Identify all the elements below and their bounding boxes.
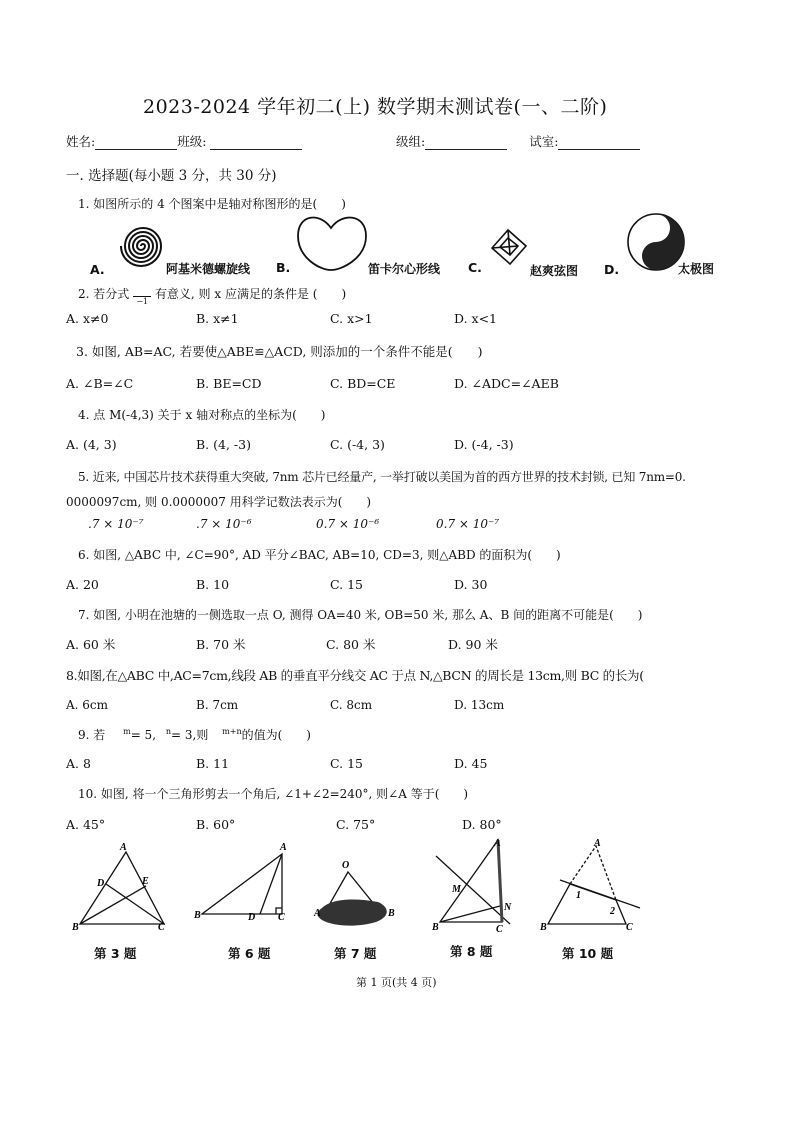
q3-option-a[interactable]: A. ∠B=∠C xyxy=(66,376,134,391)
figure-3 xyxy=(80,852,164,924)
q9-mn-sup: m+n xyxy=(222,727,242,736)
fig10-label-c: C xyxy=(626,922,633,933)
q9-stem xyxy=(78,726,311,743)
fig7-label-b: B xyxy=(388,908,395,919)
figure-8 xyxy=(436,840,510,924)
q2-option-a[interactable]: A. x≠0 xyxy=(66,311,109,326)
q9-option-a[interactable]: A. 8 xyxy=(66,756,91,771)
figure-8-caption: 第 8 题 xyxy=(450,944,493,959)
fig3-label-c: C xyxy=(158,922,165,933)
q1-option-c-name: 赵爽弦图 xyxy=(530,264,579,278)
q2-option-c[interactable]: C. x>1 xyxy=(330,311,373,326)
q10-stem: 10. 如图, 将一个三角形剪去一个角后, ∠1+∠2=240°, 则∠A 等于( ) xyxy=(78,787,469,801)
figure-10-caption: 第 10 题 xyxy=(562,946,614,961)
room-label: 试室: xyxy=(529,134,559,149)
q3-option-d[interactable]: D. ∠ADC=∠AEB xyxy=(454,376,559,391)
q9-stem-post: 的值为( ) xyxy=(241,728,311,742)
q6-option-d[interactable]: D. 30 xyxy=(454,577,488,592)
q8-option-a[interactable]: A. 6cm xyxy=(66,698,109,712)
name-field[interactable] xyxy=(95,135,177,150)
q10-option-c[interactable]: C. 75° xyxy=(336,817,376,832)
fig8-label-b: B xyxy=(432,922,439,933)
q6-option-b[interactable]: B. 10 xyxy=(196,577,230,592)
section-heading: 一. 选择题(每小题 3 分，共 30 分) xyxy=(66,168,277,184)
q2-stem-pre: 2. 若分式 xyxy=(78,287,130,301)
q2-option-b[interactable]: B. x≠1 xyxy=(196,311,239,326)
fig8-label-n: N xyxy=(504,902,512,913)
class-label: 班级: xyxy=(177,134,207,149)
fig6-label-d: D xyxy=(248,912,256,923)
fig3-label-d: D xyxy=(97,878,105,889)
fig7-label-o: O xyxy=(342,860,350,871)
spiral-shape xyxy=(121,228,161,266)
fig6-label-b: B xyxy=(194,910,201,921)
fig7-label-a: A xyxy=(314,908,321,919)
page-title: 2023-2024 学年初二(上) 数学期末测试卷(一、二阶) xyxy=(143,96,608,118)
q8-option-c[interactable]: C. 8cm xyxy=(330,698,373,712)
q8-option-b[interactable]: B. 7cm xyxy=(196,698,239,712)
figure-6 xyxy=(202,854,282,914)
name-label: 姓名: xyxy=(66,134,96,149)
fig8-label-c: C xyxy=(496,924,503,935)
q4-option-a[interactable]: A. (4, 3) xyxy=(66,437,117,452)
info-row-right xyxy=(396,132,640,150)
q8-option-d[interactable]: D. 13cm xyxy=(454,698,505,712)
q5-option-a[interactable]: .7 × 10⁻⁷ xyxy=(88,517,144,531)
q7-option-b[interactable]: B. 70 米 xyxy=(196,637,246,652)
fig3-label-b: B xyxy=(72,922,79,933)
q9-n-sup: n xyxy=(165,727,171,736)
fig10-label-2: 2 xyxy=(610,906,615,917)
q1-option-b-name: 笛卡尔心形线 xyxy=(368,262,441,276)
cardioid-shape xyxy=(298,218,366,270)
q2-fraction xyxy=(133,296,151,306)
q7-option-d[interactable]: D. 90 米 xyxy=(448,637,498,652)
page-footer: 第 1 页(共 4 页) xyxy=(356,976,437,989)
q1-option-a-name: 阿基米德螺旋线 xyxy=(166,262,251,276)
q9-stem-pre: 9. 若 xyxy=(78,728,106,742)
q2-stem xyxy=(78,285,346,306)
q8-stem: 8.如图,在△ABC 中,AC=7cm,线段 AB 的垂直平分线交 AC 于点 N,△BCN 的周长是 13cm,则 BC 的长为( xyxy=(66,668,644,683)
zhaoshuang-shape xyxy=(492,230,526,264)
q4-option-c[interactable]: C. (-4, 3) xyxy=(330,437,385,452)
fig8-label-m: M xyxy=(452,884,461,895)
info-row xyxy=(66,132,302,150)
figure-7 xyxy=(318,872,387,926)
q1-option-d-name: 太极图 xyxy=(678,262,715,276)
q9-eq1: = 5, xyxy=(130,728,157,742)
q6-option-c[interactable]: C. 15 xyxy=(330,577,363,592)
q9-option-d[interactable]: D. 45 xyxy=(454,756,488,771)
fig8-label-a: A xyxy=(494,838,501,849)
fig3-label-e: E xyxy=(142,876,149,887)
group-field[interactable] xyxy=(425,135,507,150)
q1-option-b-letter: B. xyxy=(276,260,291,275)
figure-3-caption: 第 3 题 xyxy=(94,946,137,961)
fig6-label-a: A xyxy=(280,842,287,853)
figures-row xyxy=(60,836,680,936)
q3-option-b[interactable]: B. BE=CD xyxy=(196,376,262,391)
q7-option-a[interactable]: A. 60 米 xyxy=(66,637,116,652)
q10-option-b[interactable]: B. 60° xyxy=(196,817,236,832)
taiji-shape xyxy=(628,214,684,270)
q9-option-c[interactable]: C. 15 xyxy=(330,756,363,771)
q7-stem: 7. 如图, 小明在池塘的一侧选取一点 O, 测得 OA=40 米, OB=50 米, 那么 A、B 间的距离不可能是( ) xyxy=(78,608,643,622)
fig10-label-b: B xyxy=(540,922,547,933)
q1-option-c-letter: C. xyxy=(468,260,482,275)
q2-option-d[interactable]: D. x<1 xyxy=(454,311,497,326)
fig6-label-c: C xyxy=(278,912,285,923)
q4-stem: 4. 点 M(-4,3) 关于 x 轴对称点的坐标为( ) xyxy=(78,408,326,422)
q1-option-d-letter: D. xyxy=(604,262,620,277)
q5-option-b[interactable]: .7 × 10⁻⁶ xyxy=(196,517,252,531)
q6-stem: 6. 如图, △ABC 中, ∠C=90°, AD 平分∠BAC, AB=10, CD=3, 则△ABD 的面积为( ) xyxy=(78,548,561,562)
q7-option-c[interactable]: C. 80 米 xyxy=(326,637,376,652)
fig10-label-1: 1 xyxy=(576,890,581,901)
q10-option-d[interactable]: D. 80° xyxy=(462,817,502,832)
q3-stem: 3. 如图, AB=AC, 若要使△ABE≌△ACD, 则添加的一个条件不能是( ) xyxy=(76,344,483,359)
q6-option-a[interactable]: A. 20 xyxy=(66,577,99,592)
figure-6-caption: 第 6 题 xyxy=(228,946,271,961)
q1-option-a-letter: A. xyxy=(90,262,105,277)
q5-line2: 0000097cm, 则 0.0000007 用科学记数法表示为( ) xyxy=(66,495,372,509)
q5-line1: 5. 近来, 中国芯片技术获得重大突破, 7nm 芯片已经量产, 一举打破以美国为首的西方世界的技术封锁, 已知 7nm=0. xyxy=(78,470,686,484)
room-field[interactable] xyxy=(558,135,640,150)
q2-fraction-den: −1 xyxy=(136,297,148,306)
q3-option-c[interactable]: C. BD=CE xyxy=(330,376,396,391)
q5-option-d[interactable]: 0.7 × 10⁻⁷ xyxy=(436,517,500,531)
fig10-label-a: A xyxy=(594,838,601,849)
q2-stem-post: 有意义, 则 x 应满足的条件是 ( ) xyxy=(154,287,347,301)
q5-option-c[interactable]: 0.7 × 10⁻⁶ xyxy=(316,517,380,531)
q9-m-sup: m xyxy=(123,727,131,736)
figure-7-caption: 第 7 题 xyxy=(334,946,377,961)
q9-option-b[interactable]: B. 11 xyxy=(196,756,230,771)
q1-stem: 1. 如图所示的 4 个图案中是轴对称图形的是( ) xyxy=(78,197,346,211)
fig3-label-a: A xyxy=(120,842,127,853)
q9-eq2: = 3,则 xyxy=(171,728,209,742)
figure-10 xyxy=(548,846,640,924)
q4-option-b[interactable]: B. (4, -3) xyxy=(196,437,251,452)
q10-option-a[interactable]: A. 45° xyxy=(66,817,106,832)
group-label: 级组: xyxy=(396,134,426,149)
q4-option-d[interactable]: D. (-4, -3) xyxy=(454,437,514,452)
class-field[interactable] xyxy=(210,135,302,150)
